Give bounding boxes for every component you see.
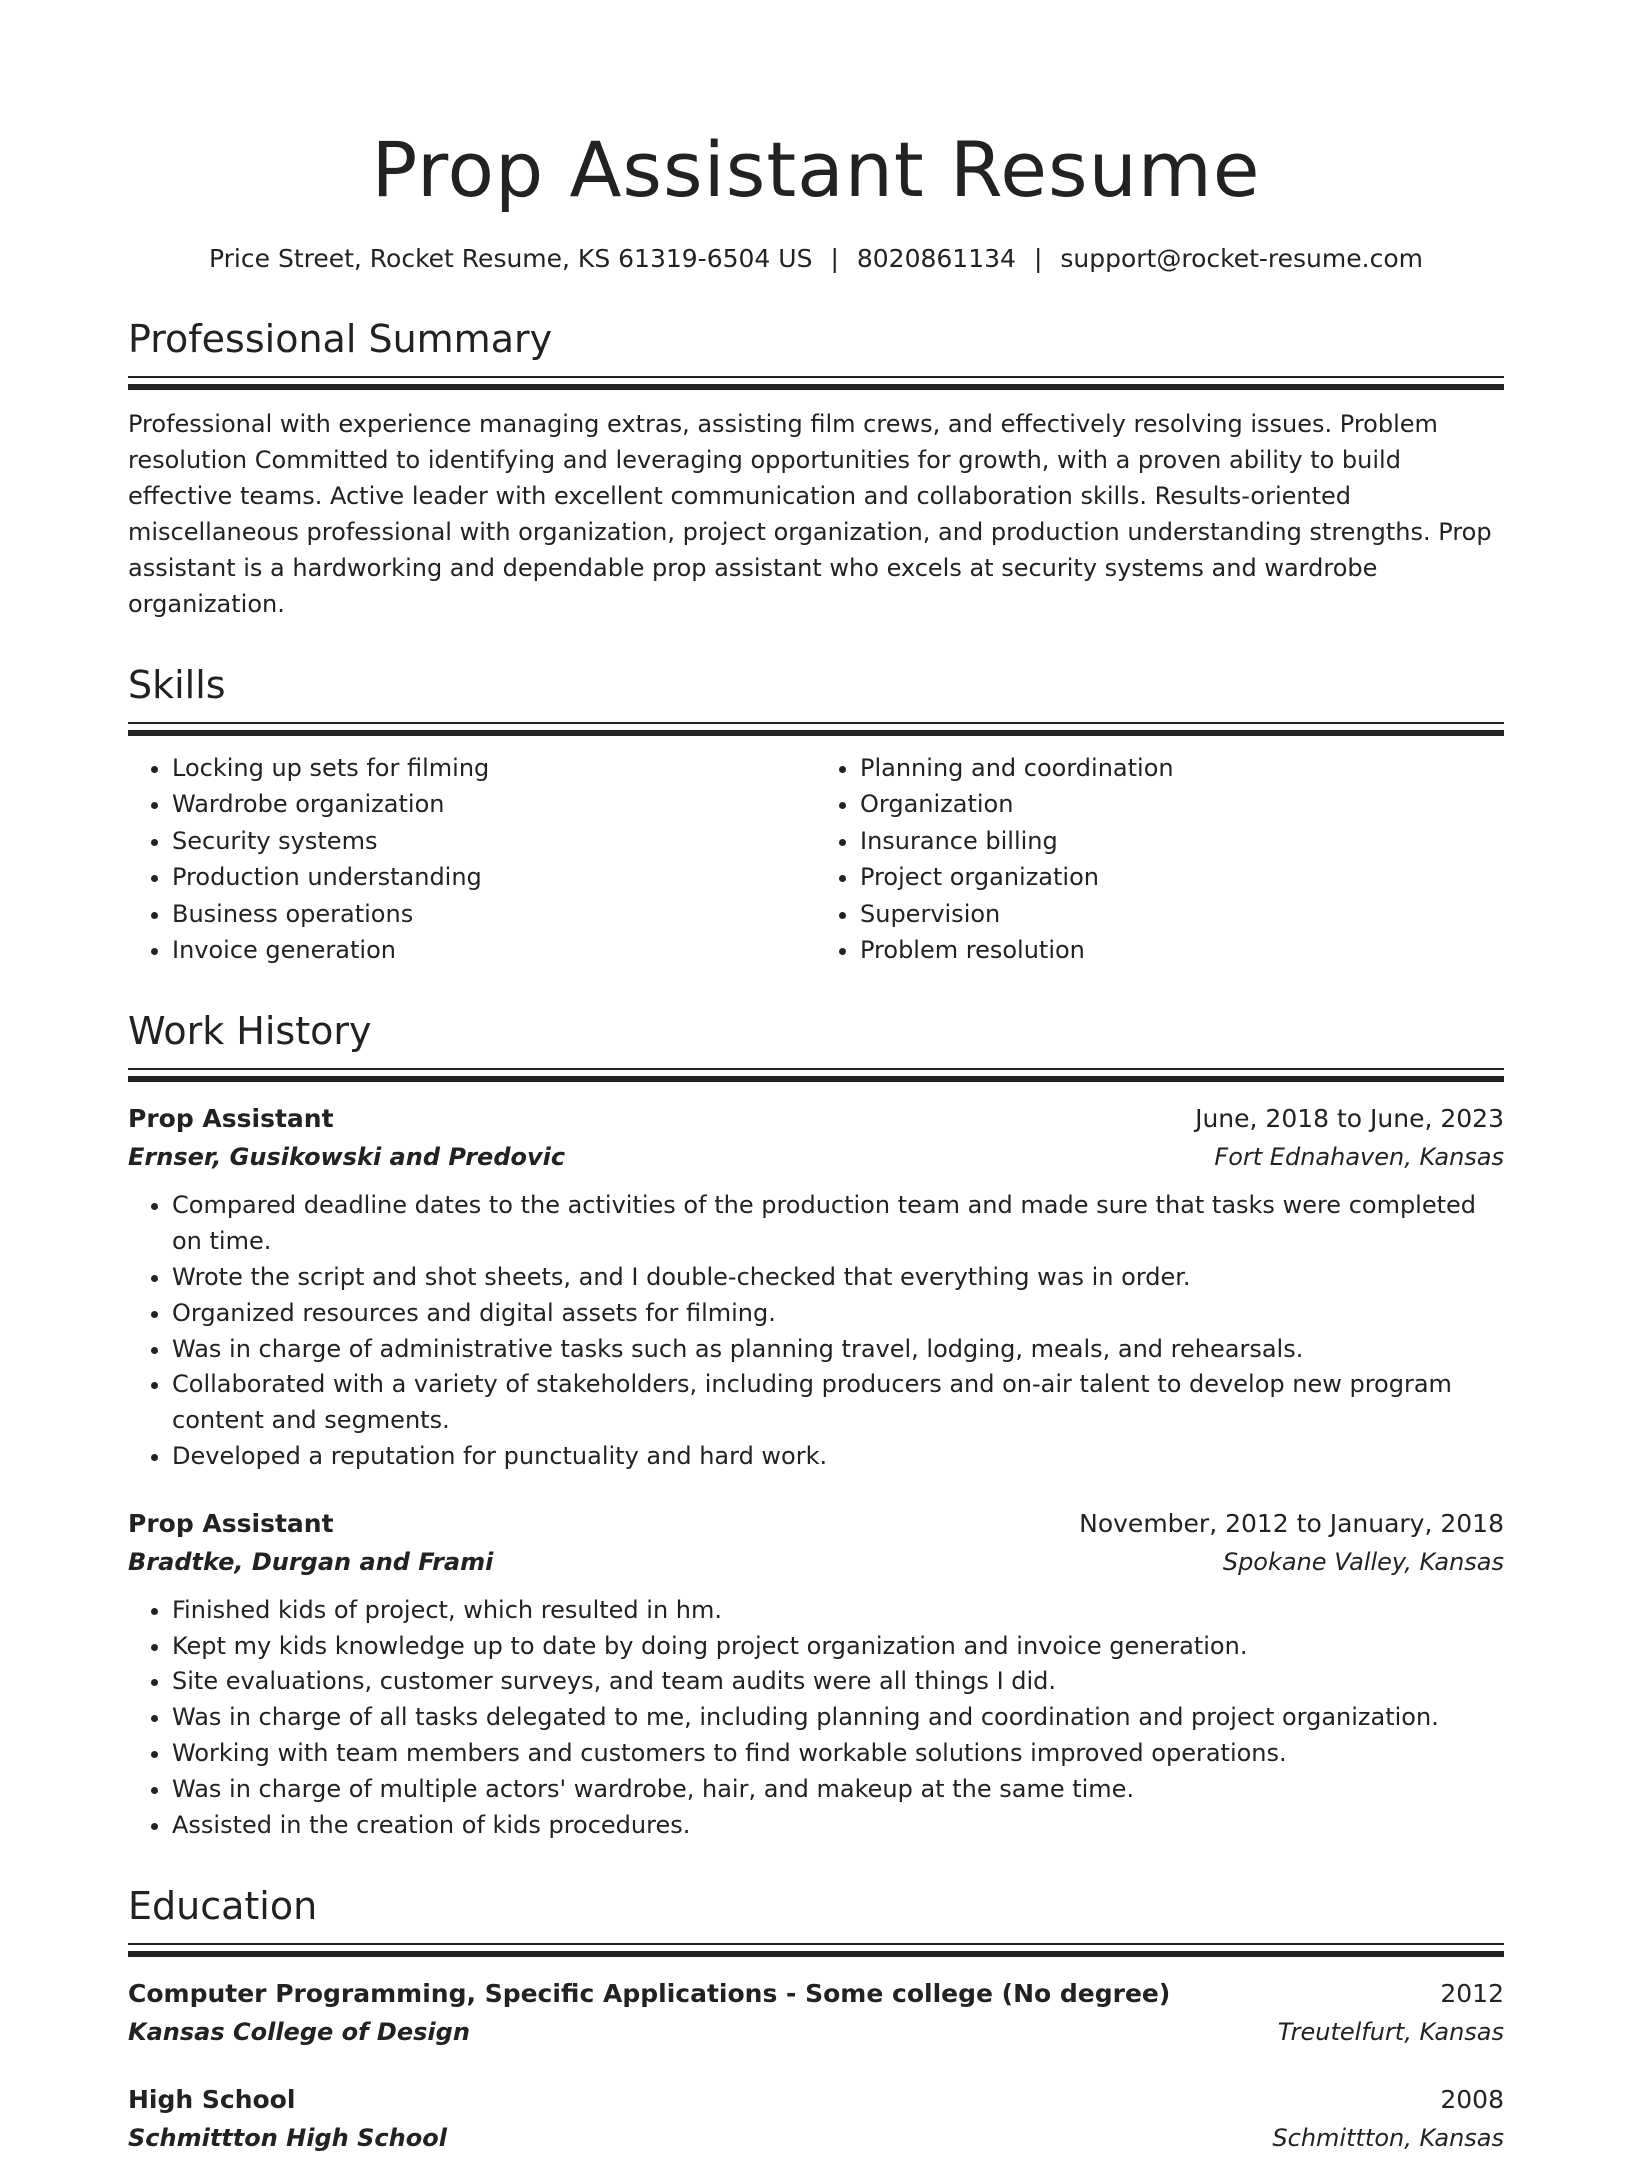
skill-item: • Locking up sets for filming	[172, 750, 816, 786]
job-bullet: • Compared deadline dates to the activities of the production team and made sure that tasks were completed on time.	[172, 1188, 1504, 1260]
job-bullet: • Site evaluations, customer surveys, and team audits were all things I did.	[172, 1664, 1504, 1700]
skill-item: • Supervision	[860, 896, 1504, 932]
contact-separator: |	[830, 244, 839, 273]
job-company-row	[128, 1138, 1504, 1176]
summary-heading: Professional Summary	[128, 317, 553, 361]
summary-section	[128, 316, 1504, 622]
job-bullet: • Kept my kids knowledge up to date by doing project organization and invoice generation.	[172, 1629, 1504, 1665]
education-section	[128, 1883, 1504, 2157]
education-header-row	[128, 1975, 1504, 2013]
job-entry	[128, 1100, 1504, 1474]
education-school-row	[128, 2013, 1504, 2051]
job-bullet: • Wrote the script and shot sheets, and I double-checked that everything was in order.	[172, 1260, 1504, 1296]
job-bullet: • Was in charge of multiple actors' wardrobe, hair, and makeup at the same time.	[172, 1772, 1504, 1808]
job-header-row	[128, 1505, 1504, 1543]
education-year: 2008	[1440, 2085, 1504, 2115]
skills-heading: Skills	[128, 663, 226, 707]
work-history-heading: Work History	[128, 1009, 372, 1054]
job-dates: June, 2018 to June, 2023	[1195, 1104, 1504, 1134]
job-header-row	[128, 1100, 1504, 1138]
job-entry	[128, 1505, 1504, 1844]
job-bullet: • Collaborated with a variety of stakeholders, including producers and on-air talent to develop new program content and segments.	[172, 1367, 1504, 1439]
skill-item: • Organization	[860, 786, 1504, 822]
section-divider	[128, 722, 1504, 736]
job-title: Prop Assistant	[128, 1508, 334, 1538]
contact-phone: 8020861134	[856, 244, 1016, 273]
education-degree: Computer Programming, Specific Applications - Some college (No degree)	[128, 1979, 1171, 2009]
job-bullets	[128, 1593, 1504, 1844]
skill-item: • Insurance billing	[860, 823, 1504, 859]
job-title: Prop Assistant	[128, 1104, 334, 1134]
education-entry	[128, 2081, 1504, 2157]
contact-email: support@rocket-resume.com	[1060, 244, 1423, 273]
job-bullets	[128, 1188, 1504, 1474]
skill-item: • Business operations	[172, 896, 816, 932]
section-divider	[128, 1943, 1504, 1957]
contact-line	[128, 242, 1504, 276]
job-bullet: • Finished kids of project, which resulted in hm.	[172, 1593, 1504, 1629]
job-dates: November, 2012 to January, 2018	[1079, 1508, 1504, 1538]
skill-item: • Invoice generation	[172, 932, 816, 968]
work-history-section	[128, 1008, 1504, 1843]
resume-title: Prop Assistant Resume	[371, 125, 1261, 214]
job-company: Bradtke, Durgan and Frami	[128, 1547, 494, 1576]
skills-columns	[128, 750, 1504, 968]
section-divider	[128, 376, 1504, 390]
job-bullet: • Was in charge of all tasks delegated to me, including planning and coordination and project organization.	[172, 1700, 1504, 1736]
skill-item: • Wardrobe organization	[172, 786, 816, 822]
education-school: Kansas College of Design	[128, 2018, 470, 2047]
job-bullet: • Working with team members and customers to find workable solutions improved operations.	[172, 1736, 1504, 1772]
education-header-row	[128, 2081, 1504, 2119]
job-bullet: • Organized resources and digital assets for filming.	[172, 1296, 1504, 1332]
skill-item: • Planning and coordination	[860, 750, 1504, 786]
skills-section	[128, 662, 1504, 968]
education-school-row	[128, 2119, 1504, 2157]
job-bullet: • Was in charge of administrative tasks such as planning travel, lodging, meals, and rehearsals.	[172, 1332, 1504, 1368]
contact-address: Price Street, Rocket Resume, KS 61319-6504 US	[209, 244, 813, 273]
job-company: Ernser, Gusikowski and Predovic	[128, 1143, 566, 1172]
job-company-row	[128, 1543, 1504, 1581]
skill-item: • Project organization	[860, 859, 1504, 895]
skill-item: • Security systems	[172, 823, 816, 859]
summary-text: Professional with experience managing extras, assisting film crews, and effectively resolving issues. Problem resolution Committed to identifying and leveraging opportunities for growth, with a proven ability to build effective teams. Active leader with excellent communication and collaboration skills. Results-oriented miscellaneous professional with organization, project organization, and production understanding strengths. Prop assistant is a hardworking and dependable prop assistant who excels at security systems and wardrobe organization.	[128, 410, 1492, 618]
section-divider	[128, 1068, 1504, 1082]
skill-item: • Production understanding	[172, 859, 816, 895]
job-location: Spokane Valley, Kansas	[1222, 1547, 1504, 1576]
education-year: 2012	[1440, 1979, 1504, 2009]
education-school: Schmittton High School	[128, 2124, 447, 2153]
job-bullet: • Developed a reputation for punctuality and hard work.	[172, 1439, 1504, 1475]
education-location: Treutelfurt, Kansas	[1277, 2018, 1504, 2047]
job-bullet: • Assisted in the creation of kids procedures.	[172, 1808, 1504, 1844]
education-entry	[128, 1975, 1504, 2051]
education-heading: Education	[128, 1884, 318, 1929]
job-location: Fort Ednahaven, Kansas	[1214, 1143, 1504, 1172]
skills-list-left	[128, 750, 816, 968]
education-degree: High School	[128, 2085, 296, 2115]
skills-list-right	[816, 750, 1504, 968]
contact-separator: |	[1033, 244, 1043, 273]
skill-item: • Problem resolution	[860, 932, 1504, 968]
education-location: Schmittton, Kansas	[1272, 2124, 1504, 2153]
resume-page	[128, 0, 1504, 2157]
